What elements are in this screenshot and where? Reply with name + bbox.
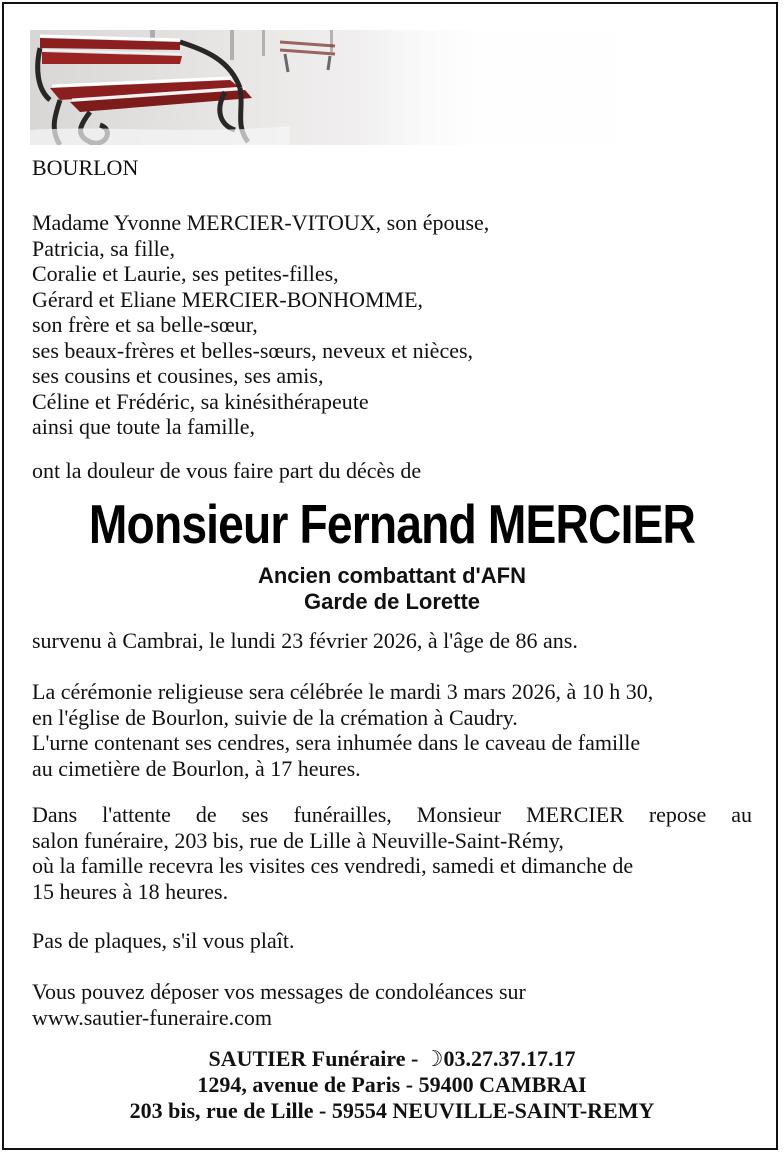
visit-line: salon funéraire, 203 bis, rue de Lille à Neuville-Saint-Rémy,: [32, 827, 564, 853]
visit-paragraph: [32, 802, 752, 904]
snowy-bench-banner-image: [30, 30, 750, 145]
family-line: Madame Yvonne MERCIER-VITOUX, son épouse,: [32, 210, 490, 235]
announcement-text: ont la douleur de vous faire part du décès de: [32, 458, 422, 483]
family-line: Gérard et Eliane MERCIER-BONHOMME,: [32, 286, 424, 312]
family-line: Patricia, sa fille,: [32, 235, 175, 261]
condolences-line: Vous pouvez déposer vos messages de condoléances sur: [32, 979, 526, 1004]
phone-icon: ☽: [423, 1046, 444, 1071]
title-line: Garde de Lorette: [303, 589, 481, 614]
family-line: Céline et Frédéric, sa kinésithérapeute: [32, 388, 369, 414]
death-line: survenu à Cambrai, le lundi 23 février 2026, à l'âge de 86 ans.: [32, 628, 578, 653]
town-name: BOURLON: [32, 155, 139, 180]
family-line: son frère et sa belle-sœur,: [32, 312, 258, 337]
ceremony-paragraph: [32, 679, 752, 781]
family-line: ses cousins et cousines, ses amis,: [32, 363, 324, 388]
phone-number[interactable]: 03.27.37.17.17: [443, 1046, 576, 1071]
ceremony-line: en l'église de Bourlon, suivie de la crémation à Caudry.: [32, 704, 518, 730]
title-line: Ancien combattant d'AFN: [257, 563, 527, 588]
family-line: Coralie et Laurie, ses petites-filles,: [32, 261, 339, 286]
footer-address-cambrai: 1294, avenue de Paris - 59400 CAMBRAI: [197, 1072, 587, 1097]
family-line: ainsi que toute la famille,: [32, 414, 255, 439]
funeral-home-footer: [0, 1046, 784, 1124]
ceremony-line: au cimetière de Bourlon, à 17 heures.: [32, 755, 361, 781]
ceremony-line: L'urne contenant ses cendres, sera inhumée dans le caveau de famille: [32, 730, 641, 755]
deceased-titles: [0, 563, 784, 615]
family-list: [32, 210, 752, 440]
visit-line: où la famille recevra les visites ces vendredi, samedi et dimanche de: [32, 853, 634, 878]
family-line: ses beaux-frères et belles-sœurs, neveux et nièces,: [32, 337, 474, 363]
condolences-paragraph: [32, 979, 752, 1030]
visit-line: 15 heures à 18 heures.: [32, 878, 229, 904]
footer-company-line: [0, 1046, 784, 1072]
ceremony-line: La cérémonie religieuse sera célébrée le mardi 3 mars 2026, à 10 h 30,: [32, 679, 654, 704]
company-name: SAUTIER Funéraire -: [208, 1046, 424, 1071]
footer-address-neuville: 203 bis, rue de Lille - 59554 NEUVILLE-SAINT-REMY: [129, 1098, 655, 1123]
no-plaques-text: Pas de plaques, s'il vous plaît.: [32, 928, 295, 953]
condolences-website-link[interactable]: www.sautier-funeraire.com: [32, 1004, 273, 1030]
deceased-name: Monsieur Fernand MERCIER: [88, 493, 696, 555]
visit-line: Dans l'attente de ses funérailles, Monsieur MERCIER repose au: [32, 802, 752, 827]
